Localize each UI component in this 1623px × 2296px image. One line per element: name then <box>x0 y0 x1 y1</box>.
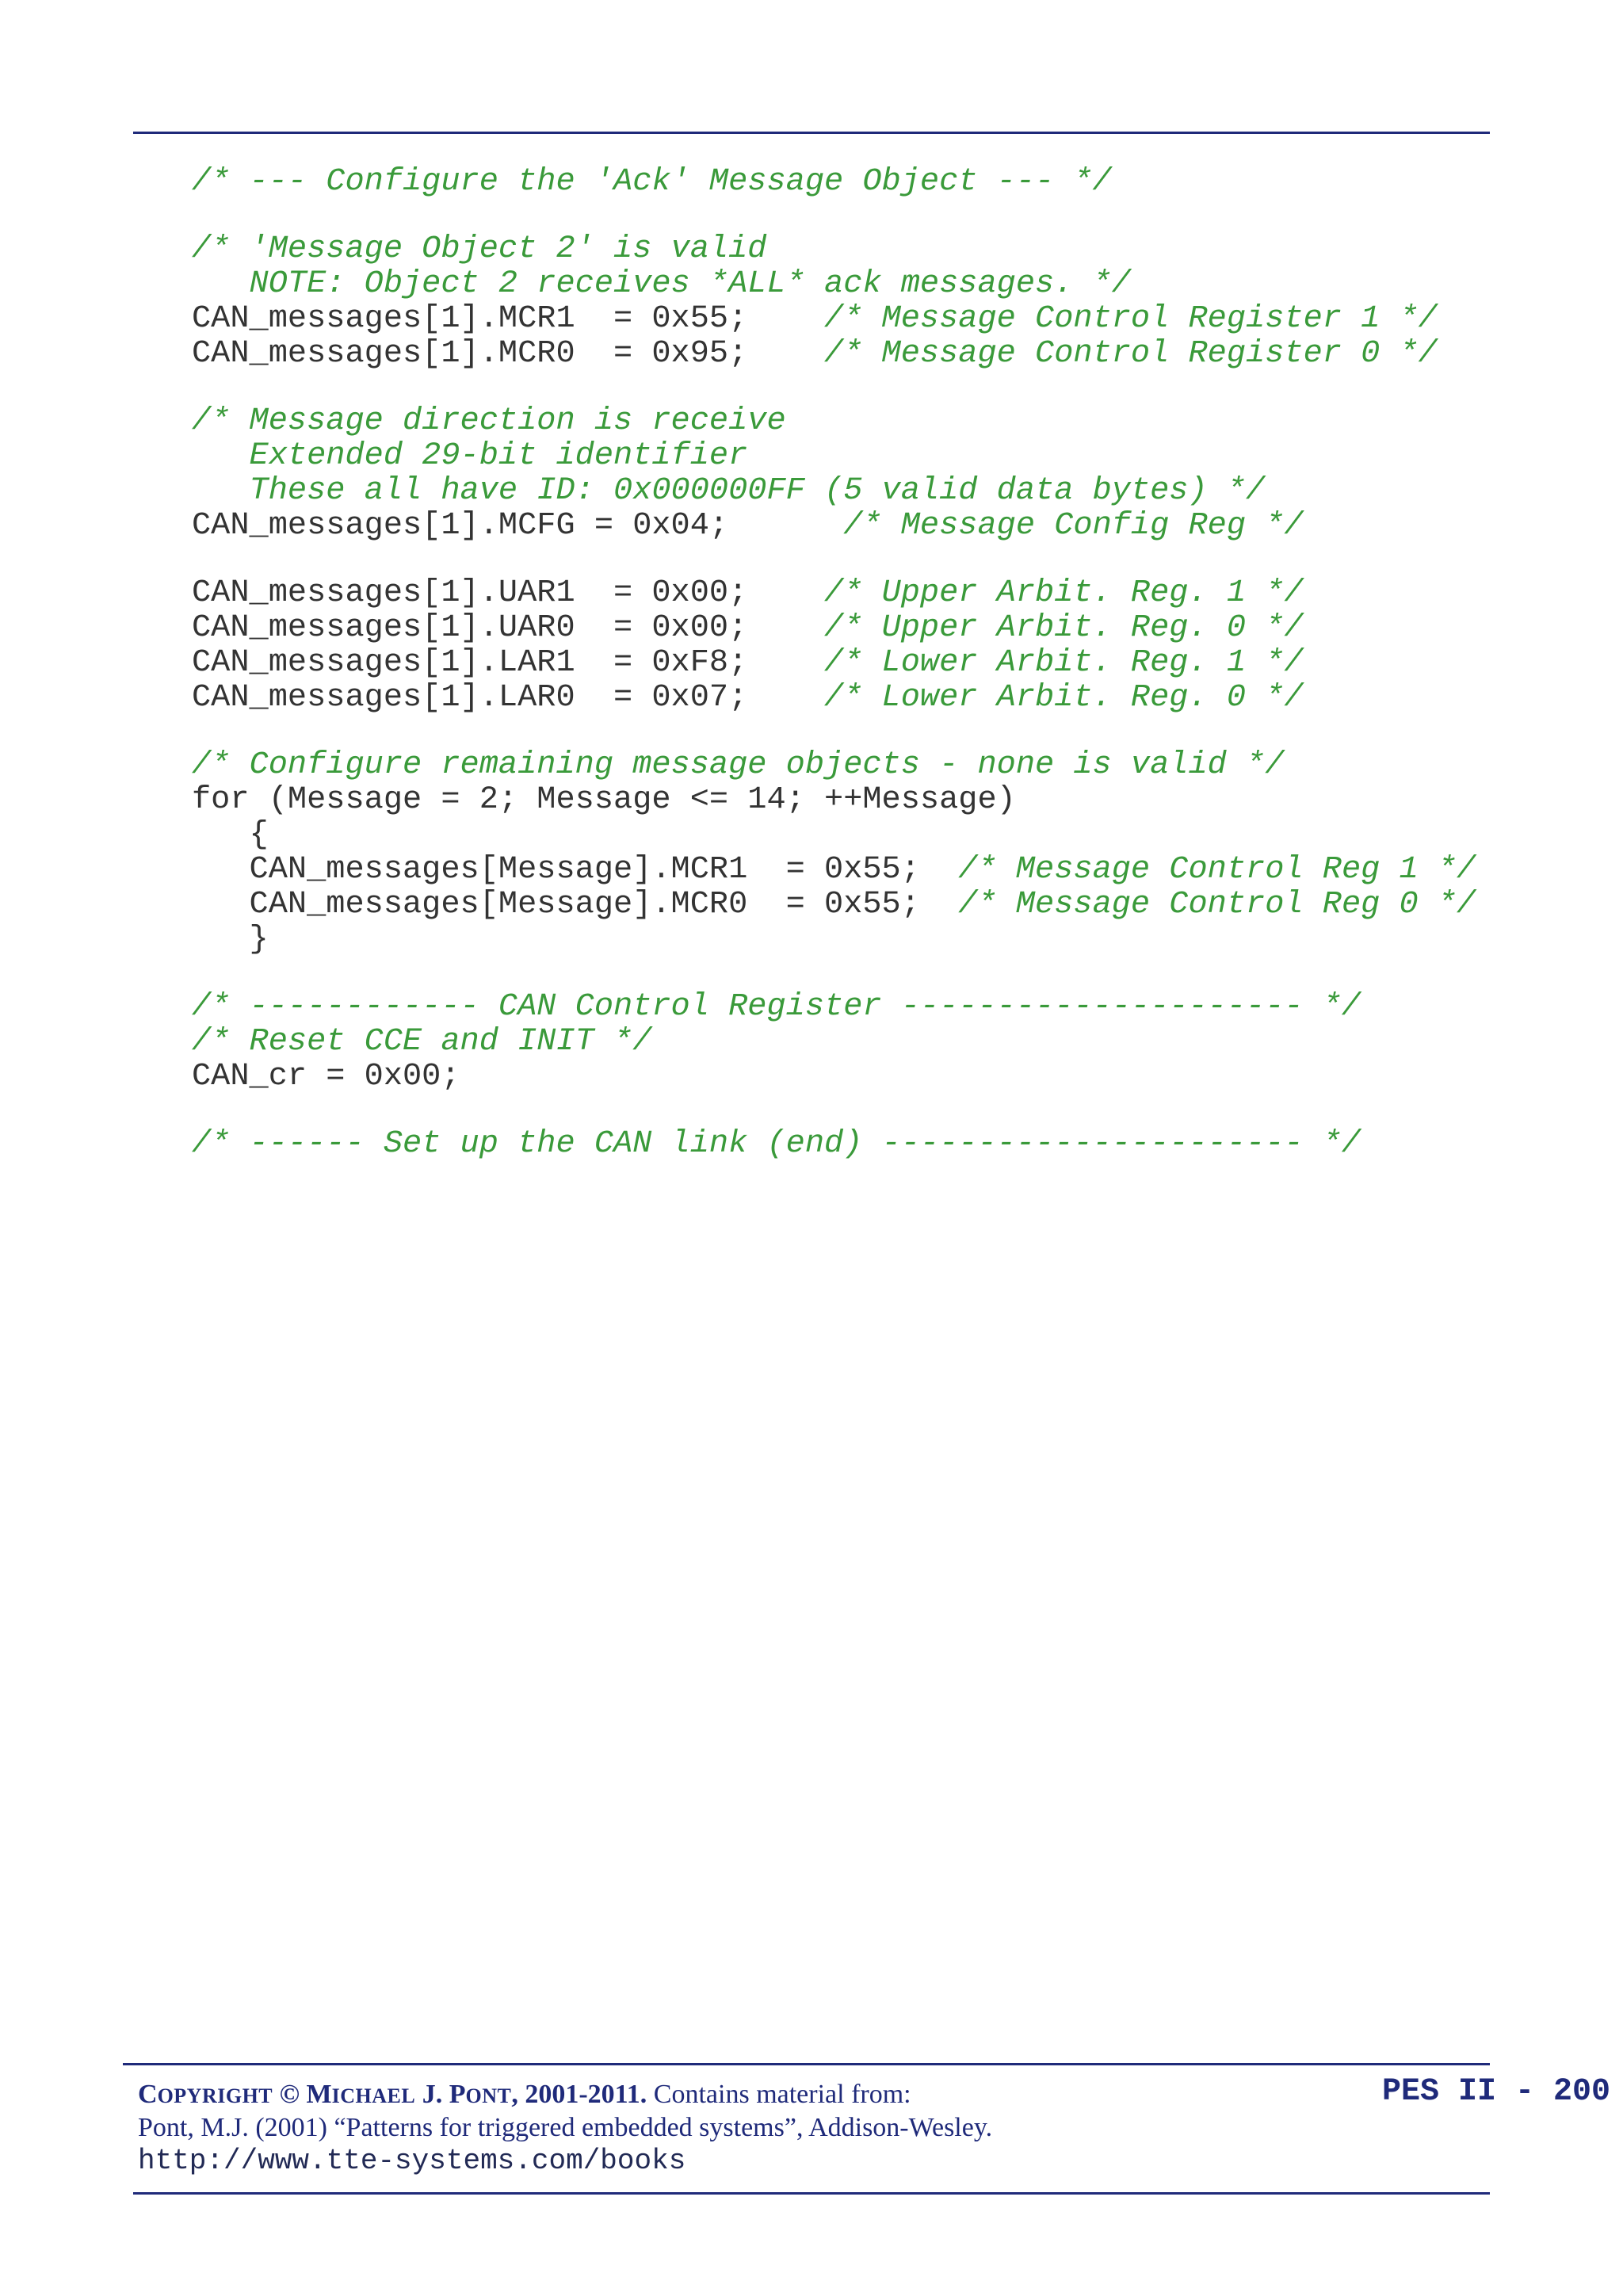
code-line <box>192 852 1476 887</box>
code-comment: /* ------------ CAN Control Register --------------------- */ <box>192 988 1361 1025</box>
code-text: CAN_messages[1].UAR1 = 0x00; <box>192 575 825 611</box>
code-comment: /* 'Message Object 2' is valid <box>192 231 767 267</box>
code-comment: /* Message Control Register 0 */ <box>824 335 1438 372</box>
code-line <box>192 301 1476 336</box>
code-line <box>192 957 1476 989</box>
code-line <box>192 543 1476 575</box>
code-comment: /* Lower Arbit. Reg. 1 */ <box>824 644 1304 681</box>
code-line <box>192 164 1476 199</box>
footer-rule-top <box>123 2063 1490 2065</box>
code-line <box>192 1094 1476 1126</box>
code-comment: /* Upper Arbit. Reg. 1 */ <box>824 575 1304 611</box>
copyright-initial: C <box>138 2080 158 2109</box>
code-comment: These all have ID: 0x000000FF (5 valid data bytes) */ <box>192 472 1266 509</box>
code-line <box>192 199 1476 231</box>
code-comment: /* Message Config Reg */ <box>843 507 1304 544</box>
footer-rule-bottom <box>133 2192 1490 2195</box>
code-text: CAN_messages[1].LAR1 = 0xF8; <box>192 644 825 681</box>
code-comment: /* Message Control Reg 1 */ <box>958 851 1476 888</box>
code-line <box>192 1059 1476 1094</box>
author-middle: J. <box>415 2080 449 2109</box>
code-line <box>192 817 1476 852</box>
copyright-word-rest: OPYRIGHT <box>157 2084 273 2107</box>
code-text: CAN_messages[1].LAR0 = 0x07; <box>192 679 825 716</box>
code-comment: /* ------ Set up the CAN link (end) ---------------------- */ <box>192 1125 1361 1162</box>
author-last-initial: P <box>449 2080 466 2109</box>
code-comment: /* Lower Arbit. Reg. 0 */ <box>824 679 1304 716</box>
code-listing <box>192 164 1476 1161</box>
copyright-symbol: © <box>273 2080 307 2109</box>
code-line <box>192 231 1476 266</box>
code-line <box>192 336 1476 371</box>
code-line <box>192 266 1476 301</box>
code-line <box>192 715 1476 747</box>
code-line <box>192 438 1476 473</box>
code-text: CAN_messages[Message].MCR0 = 0x55; <box>192 886 959 923</box>
code-line <box>192 922 1476 957</box>
author-first-initial: M <box>306 2080 332 2109</box>
code-line <box>192 508 1476 543</box>
code-text: CAN_messages[1].MCFG = 0x04; <box>192 507 844 544</box>
code-text: CAN_messages[1].UAR0 = 0x00; <box>192 609 825 646</box>
code-line <box>192 403 1476 438</box>
code-line <box>192 371 1476 403</box>
code-text: CAN_messages[Message].MCR1 = 0x55; <box>192 851 959 888</box>
footer-url: http://www.tte-systems.com/books <box>138 2145 686 2177</box>
code-line <box>192 782 1476 817</box>
code-comment: /* Reset CCE and INIT */ <box>192 1023 652 1060</box>
code-comment: /* Message Control Register 1 */ <box>824 300 1438 337</box>
code-comment: /* Configure remaining message objects - none is valid */ <box>192 747 1285 783</box>
code-line <box>192 1024 1476 1059</box>
code-text: CAN_cr = 0x00; <box>192 1058 460 1095</box>
code-line <box>192 680 1476 715</box>
code-line <box>192 887 1476 922</box>
code-text: { <box>192 816 269 853</box>
code-line <box>192 473 1476 508</box>
code-text: } <box>192 921 269 957</box>
footer-copyright <box>138 2078 911 2113</box>
code-comment: /* --- Configure the 'Ack' Message Object --- */ <box>192 163 1112 200</box>
code-line <box>192 989 1476 1024</box>
code-text: for (Message = 2; Message <= 14; ++Message) <box>192 781 1016 818</box>
page-number: PES II - 200 <box>1381 2074 1610 2110</box>
code-line <box>192 610 1476 645</box>
code-comment: /* Upper Arbit. Reg. 0 */ <box>824 609 1304 646</box>
header-rule <box>133 132 1490 134</box>
code-comment: /* Message Control Reg 0 */ <box>958 886 1476 923</box>
code-line <box>192 645 1476 680</box>
code-comment: /* Message direction is receive <box>192 403 786 439</box>
code-text: CAN_messages[1].MCR1 = 0x55; <box>192 300 825 337</box>
code-line <box>192 575 1476 610</box>
contains-material-text: Contains material from: <box>647 2080 911 2109</box>
footer-reference: Pont, M.J. (2001) “Patterns for triggered embedded systems”, Addison-Wesley. <box>138 2113 993 2142</box>
code-comment: Extended 29-bit identifier <box>192 437 748 474</box>
code-comment: NOTE: Object 2 receives *ALL* ack messages. */ <box>192 266 1131 302</box>
code-line <box>192 1126 1476 1161</box>
author-last-rest: ONT <box>465 2084 512 2107</box>
copyright-years: , 2001-2011. <box>511 2080 647 2109</box>
author-first-rest: ICHAEL <box>331 2084 416 2107</box>
code-text: CAN_messages[1].MCR0 = 0x95; <box>192 335 825 372</box>
code-line <box>192 747 1476 782</box>
